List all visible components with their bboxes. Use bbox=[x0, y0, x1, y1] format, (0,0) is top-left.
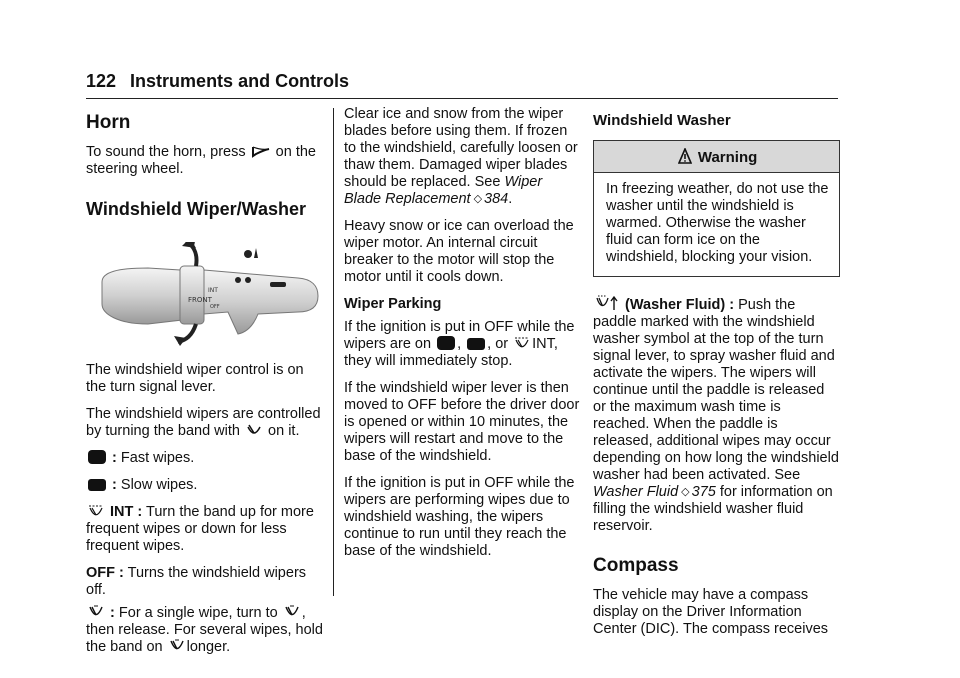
parking-text-2: If the windshield wiper lever is then moved to OFF before the driver door is opened or within 10 minutes, the wipers will restart and move to the base of the windshield. bbox=[344, 380, 580, 464]
header-rule bbox=[86, 98, 838, 99]
wiper-band-text: The windshield wipers are controlled by turning the band with on it. bbox=[86, 406, 321, 439]
page-header bbox=[86, 71, 349, 92]
column-3 bbox=[593, 106, 840, 648]
mist-item: : For a single wipe, turn to , then release. For several wipes, hold the band on longer. bbox=[86, 605, 323, 655]
fast-wipes-item: : Fast wipes. bbox=[86, 450, 326, 467]
intermittent-wipe-icon-inline bbox=[514, 336, 530, 350]
fast-wipe-icon-inline bbox=[437, 336, 455, 350]
int-wipes-item: INT : Turn the band up for more frequent wipes or down for less frequent wipes. bbox=[86, 504, 314, 554]
parking-text-3: If the ignition is put in OFF while the wipers are performing wipes due to windshield washing, the wipers continue to run until they reach the base of the windshield. bbox=[344, 475, 575, 559]
page-number: 122 bbox=[86, 71, 117, 91]
wiper-lever-illustration bbox=[98, 242, 320, 346]
ice-snow-text: Clear ice and snow from the wiper blades before using them. If frozen to the windshield, carefully loosen or thaw them. Damaged wiper blades should be replaced. See Wiper Blade Replacement ◇ 384. bbox=[344, 106, 578, 207]
wiper-location-text: The windshield wiper control is on the turn signal lever. bbox=[86, 362, 304, 395]
washer-heading: Windshield Washer bbox=[593, 112, 731, 129]
lever-off-label: OFF bbox=[210, 304, 220, 310]
chapter-title: Instruments and Controls bbox=[130, 71, 350, 91]
horn-heading: Horn bbox=[86, 112, 131, 133]
washer-fluid-text: (Washer Fluid) : Push the paddle marked with the windshield washer symbol at the top of the turn signal lever, to spray washer fluid and activate the wipers. The wipers will continue until the paddle is released or the maximum wash time is reached. When the paddle is released, additional wipes may occur depending on how long the windshield washer had been activated. See Washer Fluid ◇ 375 for information on filling the windshield washer fluid reservoir. bbox=[593, 297, 839, 534]
warning-icon bbox=[678, 148, 692, 164]
mist-wipe-icon-hold bbox=[169, 639, 185, 653]
mist-wipe-icon-inline bbox=[284, 605, 300, 619]
washer-fluid-link[interactable]: Washer Fluid bbox=[593, 484, 679, 500]
warning-header: Warning bbox=[594, 141, 839, 173]
warning-box bbox=[593, 140, 840, 277]
wiper-symbol-icon bbox=[246, 424, 262, 437]
intermittent-wipe-icon bbox=[88, 504, 104, 518]
column-2 bbox=[344, 106, 582, 570]
wiper-blade-link[interactable]: Wiper Blade Replacement bbox=[344, 174, 543, 207]
page-ref-arrow-icon-2: ◇ bbox=[681, 486, 690, 498]
off-item: OFF : Turns the windshield wipers off. bbox=[86, 565, 307, 598]
column-divider bbox=[333, 108, 334, 596]
wiper-blade-page[interactable]: 384 bbox=[484, 191, 509, 207]
mist-wipe-icon bbox=[88, 605, 104, 619]
slow-wipes-item: : Slow wipes. bbox=[86, 477, 326, 494]
overload-text: Heavy snow or ice can overload the wiper motor. An internal circuit breaker to the motor will stop the motor until it cools down. bbox=[344, 218, 574, 285]
washer-fluid-icon bbox=[595, 295, 619, 311]
compass-heading: Compass bbox=[593, 555, 679, 576]
washer-fluid-page[interactable]: 375 bbox=[691, 484, 716, 500]
slow-wipe-icon-inline bbox=[467, 338, 485, 350]
lever-int-label: INT bbox=[208, 287, 218, 294]
warning-body: In freezing weather, do not use the washer until the windshield is warmed. Otherwise the washer fluid can form ice on the windshield, blocking your vision. bbox=[606, 181, 829, 265]
horn-icon bbox=[252, 145, 270, 158]
column-1 bbox=[86, 106, 326, 666]
parking-text-1: If the ignition is put in OFF while the wipers are on , , or INT, they will immediately stop. bbox=[344, 319, 575, 369]
lever-front-label: FRONT bbox=[188, 296, 212, 304]
compass-text: The vehicle may have a compass display on the Driver Information Center (DIC). The compass receives bbox=[593, 587, 829, 637]
wiper-parking-heading: Wiper Parking bbox=[344, 296, 442, 312]
fast-wipe-icon bbox=[88, 450, 106, 464]
slow-wipe-icon bbox=[88, 479, 106, 491]
horn-text: To sound the horn, press on the steering wheel. bbox=[86, 144, 316, 177]
wiper-heading: Windshield Wiper/Washer bbox=[86, 199, 307, 219]
page-ref-arrow-icon: ◇ bbox=[473, 193, 483, 205]
